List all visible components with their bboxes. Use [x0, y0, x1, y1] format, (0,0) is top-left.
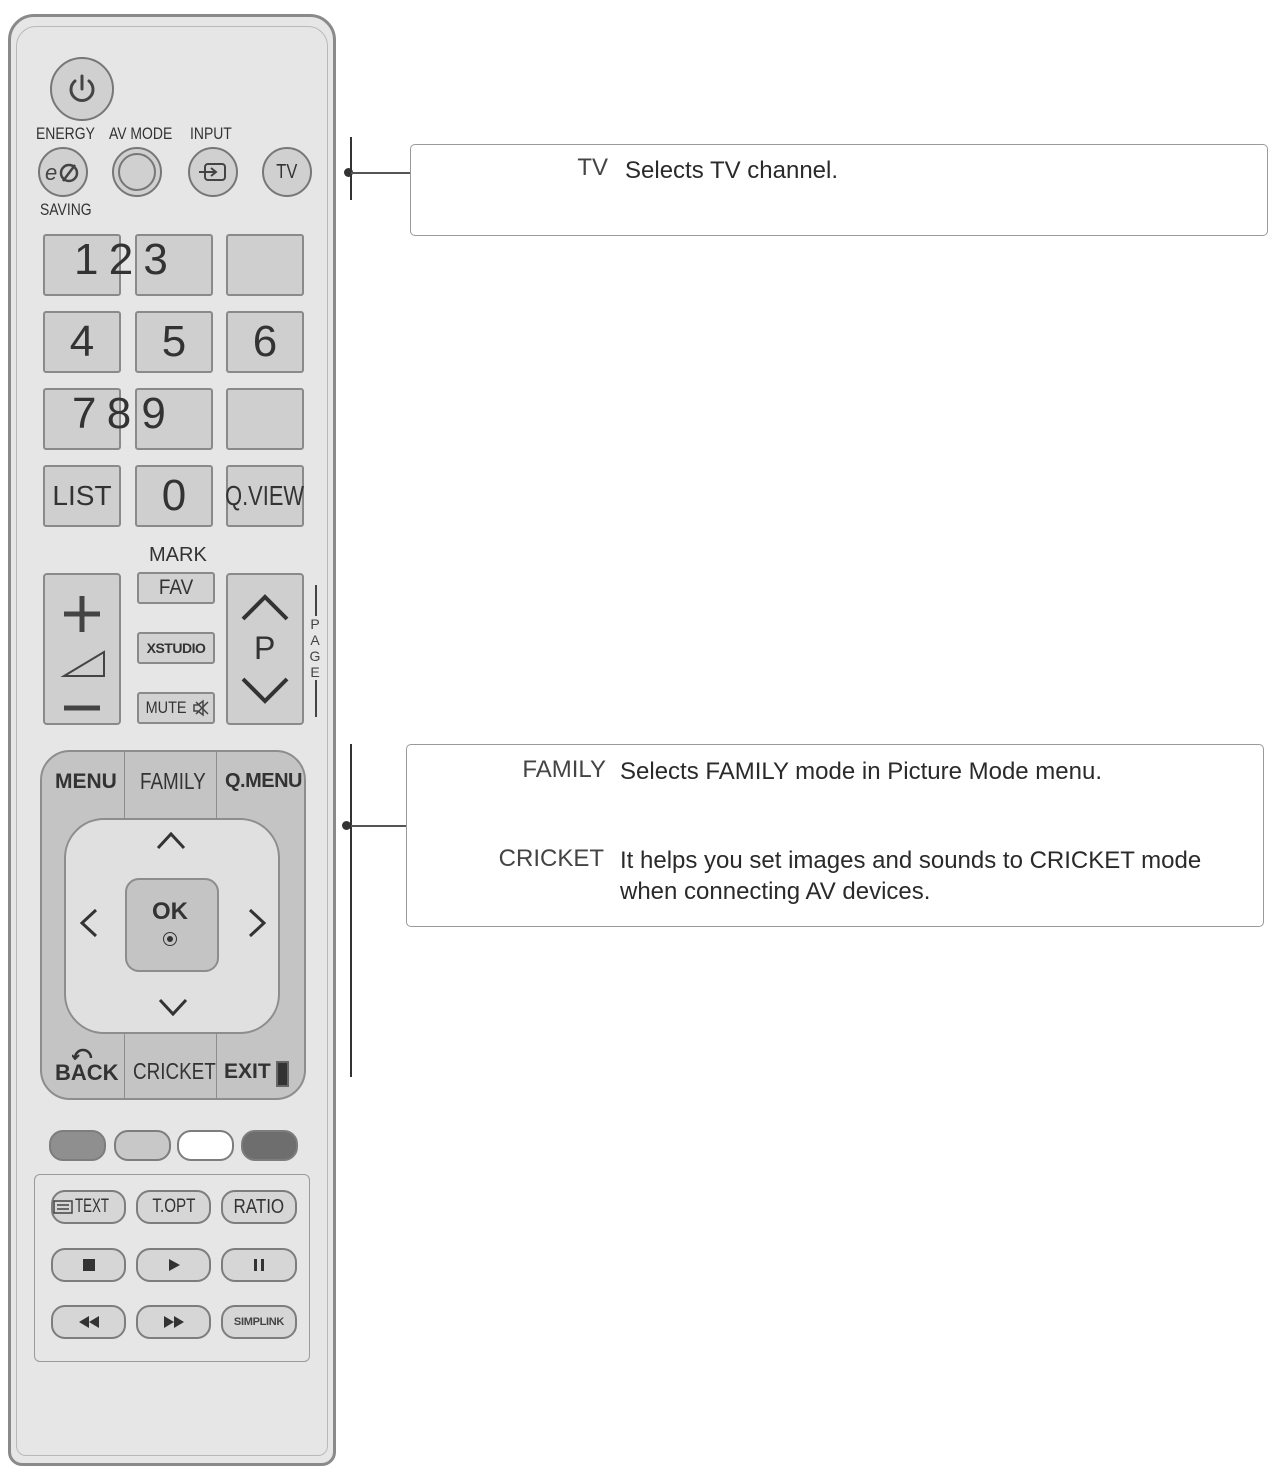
xstudio-button[interactable]	[137, 632, 215, 664]
down-arrow-icon[interactable]	[156, 996, 190, 1020]
exit-button[interactable]: EXIT	[224, 1060, 271, 1083]
eco-icon	[44, 160, 82, 184]
play-icon	[167, 1258, 181, 1272]
teletext-icon	[53, 1200, 73, 1214]
menu-button[interactable]: MENU	[55, 770, 117, 793]
callout-bracket-bottom	[350, 744, 352, 1077]
ratio-label: RATIO	[233, 1195, 285, 1218]
cricket-button[interactable]: CRICKET	[133, 1058, 216, 1084]
left-arrow-icon[interactable]	[76, 906, 100, 940]
q-view-button[interactable]	[226, 465, 304, 527]
mark-label: MARK	[149, 544, 207, 566]
volume-icon	[52, 584, 112, 714]
t-opt-label: T.OPT	[151, 1196, 196, 1217]
input-button[interactable]	[188, 147, 238, 197]
callout-cricket-desc: It helps you set images and sounds to CRICKET mode when connecting AV devices.	[620, 847, 1202, 905]
digits-row-1: 1 2 3	[74, 235, 167, 284]
page-label: PAGE	[309, 616, 321, 680]
stop-icon	[83, 1259, 95, 1271]
back-button[interactable]: BACK	[55, 1060, 119, 1085]
callout-tv-desc: Selects TV channel.	[625, 157, 839, 184]
up-arrow-icon[interactable]	[154, 828, 188, 852]
program-p-label: P	[254, 630, 276, 666]
digit-key-0[interactable]	[135, 465, 213, 527]
callout-family-key: FAMILY	[522, 756, 606, 783]
text-button[interactable]	[51, 1190, 126, 1224]
blank-key-mid-right[interactable]	[226, 388, 304, 450]
energy-saving-button[interactable]	[38, 147, 88, 197]
color-key-yellow[interactable]	[177, 1130, 234, 1161]
callout-leader-bottom	[351, 825, 408, 827]
color-key-red[interactable]	[49, 1130, 106, 1161]
stop-button[interactable]	[51, 1248, 126, 1282]
text-label: TEXT	[75, 1196, 110, 1217]
q-menu-button[interactable]: Q.MENU	[225, 770, 302, 792]
power-button[interactable]	[50, 57, 114, 121]
callout-tv-key: TV	[577, 154, 608, 181]
ok-label: OK	[152, 898, 188, 925]
xstudio-label: XSTUDIO	[146, 640, 206, 656]
list-label: LIST	[52, 480, 112, 511]
digit-key-6[interactable]	[226, 311, 304, 373]
pause-icon	[253, 1258, 265, 1272]
ok-dot-icon	[163, 932, 177, 946]
digit-key-5[interactable]	[135, 311, 213, 373]
mute-icon	[192, 699, 210, 717]
volume-key[interactable]	[43, 573, 121, 725]
color-key-green[interactable]	[114, 1130, 171, 1161]
right-arrow-icon[interactable]	[246, 906, 270, 940]
energy-label: ENERGY	[36, 124, 95, 143]
input-label: INPUT	[190, 124, 232, 143]
av-mode-label: AV MODE	[109, 124, 173, 143]
mute-label: MUTE	[145, 698, 187, 717]
play-button[interactable]	[136, 1248, 211, 1282]
digit-key-4[interactable]	[43, 311, 121, 373]
input-icon	[197, 161, 229, 183]
pause-button[interactable]	[221, 1248, 297, 1282]
callout-leader-top	[351, 172, 411, 174]
nav-divider-bottom-1	[124, 1034, 125, 1098]
fav-button[interactable]	[137, 572, 215, 604]
digit-0: 0	[161, 471, 187, 520]
tv-button-label: TV	[276, 160, 298, 183]
t-opt-button[interactable]	[136, 1190, 211, 1224]
digit-4: 4	[69, 317, 95, 366]
exit-icon	[276, 1061, 289, 1087]
nav-divider-top-1	[124, 752, 125, 818]
tv-button[interactable]	[262, 147, 312, 197]
simplink-button[interactable]	[221, 1305, 297, 1339]
fast-forward-button[interactable]	[136, 1305, 211, 1339]
rewind-button[interactable]	[51, 1305, 126, 1339]
callout-cricket-key: CRICKET	[498, 845, 604, 872]
nav-divider-top-2	[216, 752, 217, 818]
av-mode-ring	[118, 153, 156, 191]
callout-dot-bottom	[342, 821, 351, 830]
rewind-icon	[78, 1315, 100, 1329]
blank-key-top-right[interactable]	[226, 234, 304, 296]
mute-button[interactable]	[137, 692, 215, 724]
family-button[interactable]: FAMILY	[140, 768, 206, 794]
av-mode-button[interactable]	[112, 147, 162, 197]
fast-forward-icon	[163, 1315, 185, 1329]
digit-6: 6	[252, 317, 278, 366]
digits-row-3: 7 8 9	[72, 389, 165, 438]
back-icon	[72, 1046, 94, 1060]
color-key-blue[interactable]	[241, 1130, 298, 1161]
q-view-label: Q.VIEW	[225, 480, 305, 511]
power-icon	[65, 72, 99, 106]
simplink-label: SIMPLINK	[233, 1316, 285, 1328]
callout-family-desc: Selects FAMILY mode in Picture Mode menu.	[620, 758, 1103, 785]
saving-label: SAVING	[40, 200, 92, 219]
fav-label: FAV	[158, 576, 194, 599]
svg-text:e: e	[45, 160, 58, 184]
digit-5: 5	[161, 317, 187, 366]
ratio-button[interactable]	[221, 1190, 297, 1224]
list-button[interactable]	[43, 465, 121, 527]
ok-dot-center	[167, 936, 173, 942]
nav-divider-bottom-2	[216, 1034, 217, 1098]
